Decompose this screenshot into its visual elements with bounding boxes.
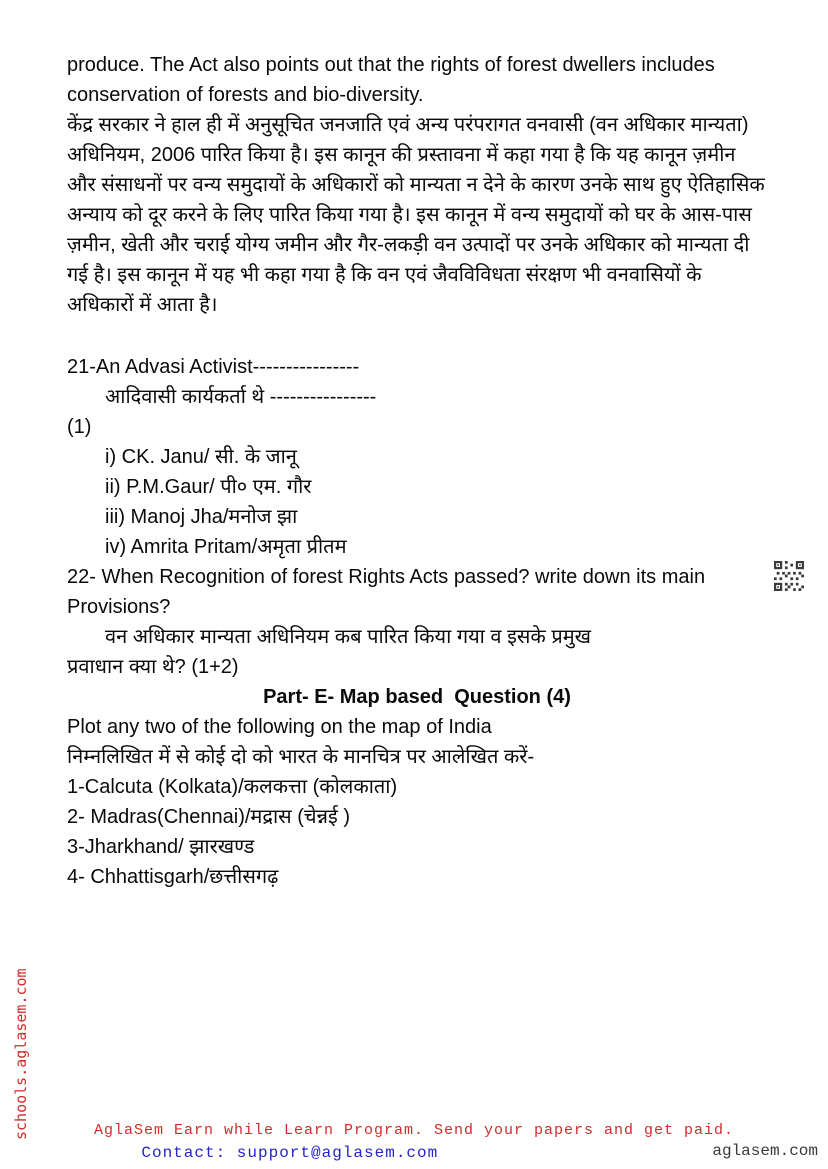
footer-program-text: AglaSem Earn while Learn Program. Send your papers and get paid. [93, 1122, 735, 1139]
map-item-3: 3-Jharkhand/ झारखण्ड [67, 836, 255, 858]
part-e-instruction-hindi: निम्नलिखित में से कोई दो को भारत के मानचित्र पर आलेखित करें- [67, 746, 535, 768]
question-22 [67, 562, 767, 682]
footer-site-text: aglasem.com [712, 1142, 818, 1160]
q21-option-i: i) CK. Janu/ सी. के जानू [105, 446, 297, 468]
q21-stem-english: 21-An Advasi Activist---------------- [67, 356, 360, 378]
map-item-1: 1-Calcuta (Kolkata)/कलकत्ता (कोलकाता) [67, 776, 398, 798]
blank-space [67, 320, 767, 352]
map-item-4: 4- Chhattisgarh/छत्तीसगढ़ [67, 866, 279, 888]
q21-option-iv: iv) Amrita Pritam/अमृता प्रीतम [105, 536, 347, 558]
part-e-heading: Part- E- Map based Question (4) [263, 686, 571, 708]
intro-paragraph-hindi: केंद्र सरकार ने हाल ही में अनुसूचित जनजाति एवं अन्य परंपरागत वनवासी (वन अधिकार मान्यता) अधिनियम, 2006 पारित किया है। इस कानून की प्रस्तावना में कहा गया है कि यह कानून ज़मीन और संसाधनों पर वन्य समुदायों के अधिकारों को मान्यता न देने के कारण उनके साथ हुए ऐतिहासिक अन्याय को दूर करने के लिए पारित किया गया है। इस कानून में वन्य समुदायों को घर के आस-पास ज़मीन, खेती और चराई योग्य जमीन और गैर-लकड़ी वन उत्पादों पर उनके अधिकार को मान्यता दी गई है। इस कानून में यह भी कहा गया है कि वन एवं जैवविविधता संरक्षण भी वनवासियों के अधिकारों में आता है। [67, 114, 765, 316]
q22-stem-hindi-line2: प्रवाधान क्या थे? (1+2) [67, 656, 239, 678]
q22-stem-english: 22- When Recognition of forest Rights Acts passed? write down its main Provisions? [67, 566, 706, 618]
side-watermark-text: schools.aglasem.com [12, 968, 30, 1140]
part-e-section [67, 682, 767, 892]
document-content [67, 50, 767, 892]
q21-marks: (1) [67, 416, 92, 438]
q21-option-iii: iii) Manoj Jha/मनोज झा [105, 506, 298, 528]
q21-stem-hindi: आदिवासी कार्यकर्ता थे ---------------- [105, 386, 377, 408]
intro-paragraph-english: produce. The Act also points out that the rights of forest dwellers includes conservation of forests and bio-diversity. [67, 54, 715, 106]
question-21 [67, 352, 767, 562]
q21-option-ii: ii) P.M.Gaur/ पी० एम. गौर [105, 476, 312, 498]
qr-code-icon [774, 561, 804, 591]
part-e-instruction-english: Plot any two of the following on the map of India [67, 716, 492, 738]
q22-stem-hindi-line1: वन अधिकार मान्यता अधिनियम कब पारित किया गया व इसके प्रमुख [105, 626, 592, 648]
footer-contact-email-link[interactable]: Contact: support@aglasem.com [141, 1144, 439, 1162]
map-item-2: 2- Madras(Chennai)/मद्रास (चेन्नई ) [67, 806, 351, 828]
